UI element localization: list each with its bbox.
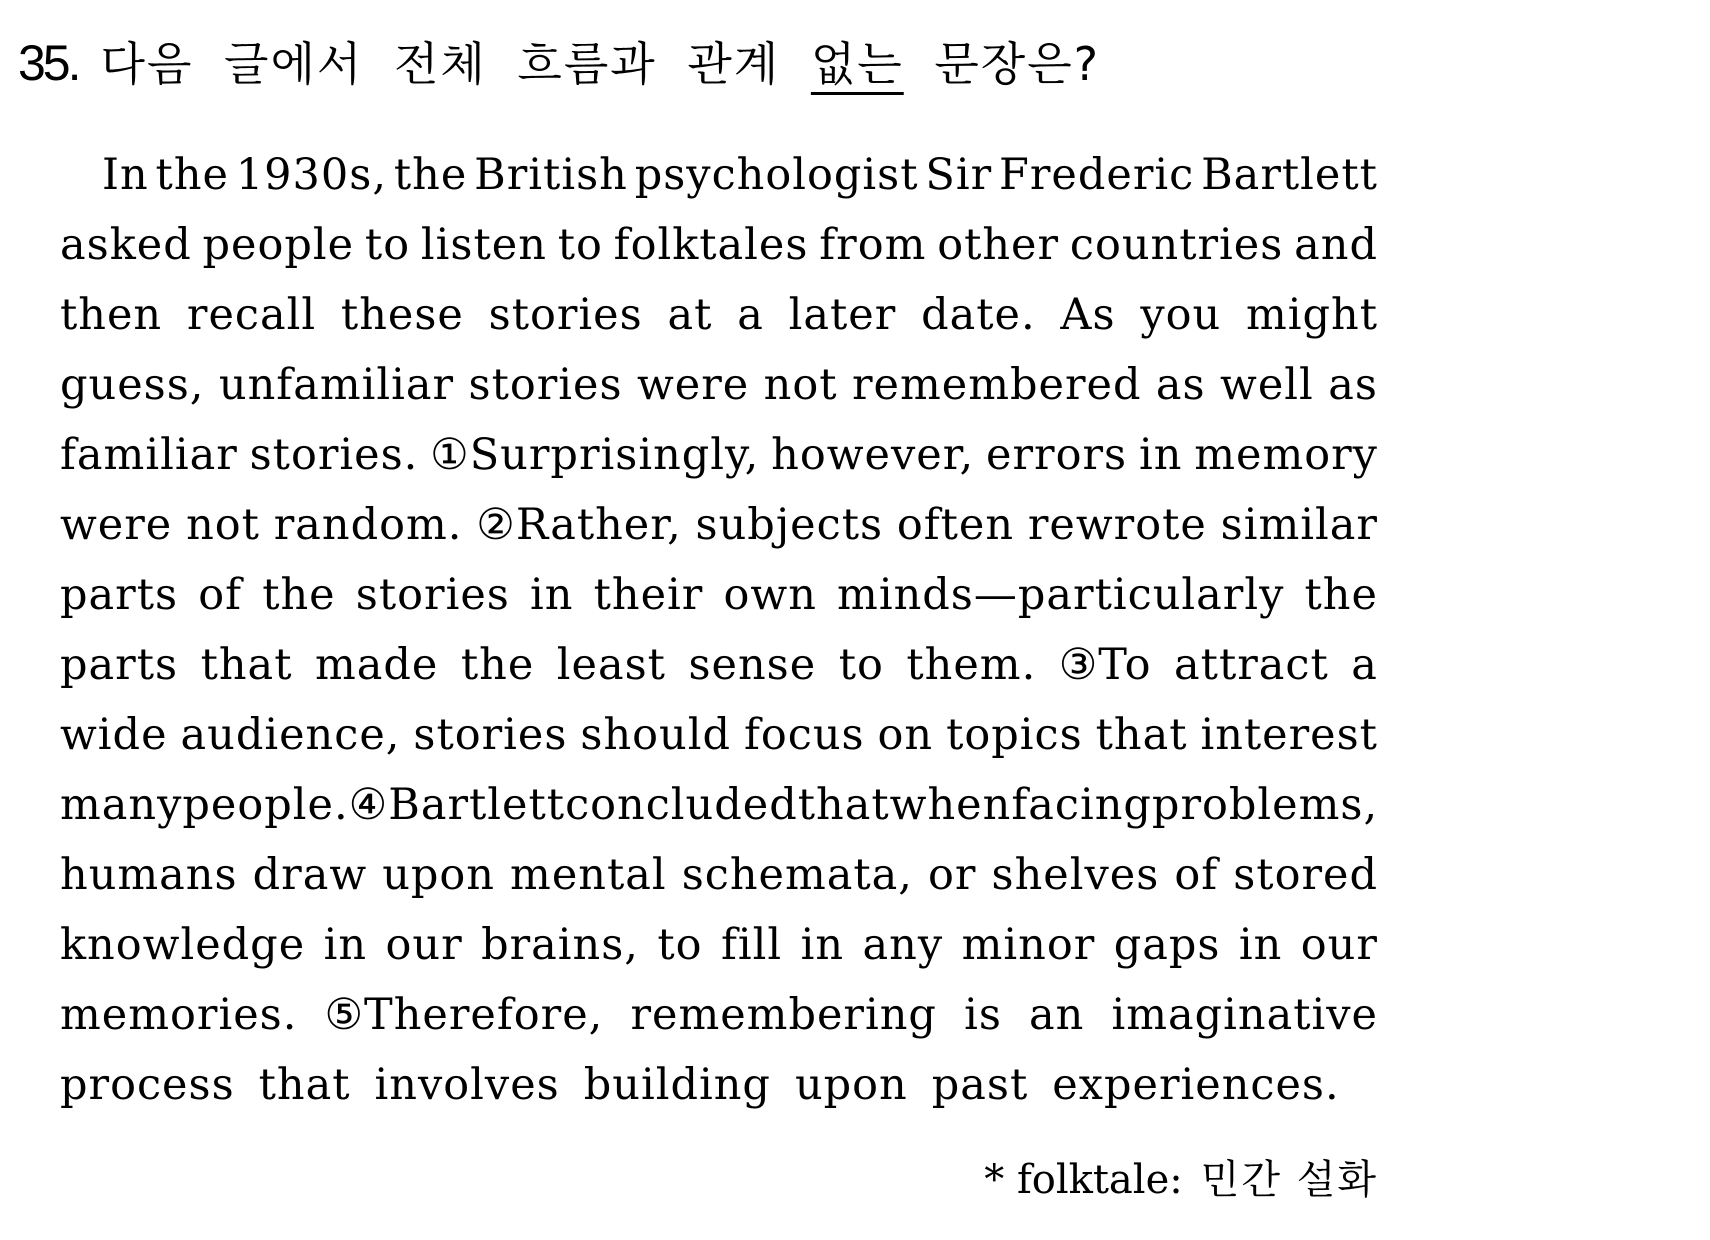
passage-word: gaps	[1113, 920, 1221, 970]
passage-line	[60, 350, 1378, 420]
passage-word: least	[556, 640, 666, 690]
passage-word: that	[258, 1060, 351, 1110]
passage-word: stories	[468, 360, 623, 410]
passage-word: facing	[1011, 780, 1152, 830]
footnote-word: folktale:	[1016, 1157, 1183, 1203]
passage-word: listen	[420, 220, 547, 270]
passage-word: stories	[355, 570, 510, 620]
passage-word: schemata,	[681, 850, 913, 900]
passage-word: on	[877, 710, 934, 760]
passage-word: own	[723, 570, 817, 620]
passage-word: asked	[60, 220, 192, 270]
passage-word: parts	[60, 570, 179, 620]
passage-word: stories	[413, 710, 568, 760]
passage-word: past	[931, 1060, 1029, 1110]
question-stem-text: 다음 글에서 전체 흐름과 관계	[100, 37, 811, 91]
passage-word: not	[763, 360, 838, 410]
passage-word: random.	[273, 500, 463, 550]
passage-word: remembered	[851, 360, 1142, 410]
passage-word: the	[393, 150, 468, 200]
passage-word: imaginative	[1111, 990, 1378, 1040]
passage-word: other	[937, 220, 1060, 270]
passage-word: made	[314, 640, 439, 690]
passage-word: psychologist	[634, 150, 919, 200]
passage-word: countries	[1069, 220, 1284, 270]
passage-word: to	[657, 920, 703, 970]
passage-word: to	[557, 220, 603, 270]
passage-line	[60, 980, 1378, 1050]
passage-word: is	[964, 990, 1002, 1040]
passage-word: knowledge	[60, 920, 306, 970]
passage-word: later	[788, 290, 897, 340]
passage-word: ①Surprisingly,	[430, 430, 760, 480]
passage-word: sense	[688, 640, 817, 690]
passage-word: to	[364, 220, 411, 270]
passage-word: rewrote	[1027, 500, 1207, 550]
passage-line	[60, 210, 1378, 280]
passage-word: humans	[60, 850, 238, 900]
passage-word: brains,	[481, 920, 639, 970]
passage-word: errors	[986, 430, 1128, 480]
passage-word: British	[474, 150, 628, 200]
passage-word: them.	[906, 640, 1037, 690]
passage-word: stored	[1233, 850, 1378, 900]
passage-word: Bartlett	[1201, 150, 1378, 200]
passage-word: as	[1328, 360, 1378, 410]
passage-word: date.	[921, 290, 1036, 340]
passage-word: that	[1095, 710, 1188, 760]
passage-word: of	[1174, 850, 1219, 900]
passage-word: that	[797, 780, 890, 830]
passage-line	[60, 560, 1378, 630]
passage-word: ⑤Therefore,	[324, 990, 604, 1040]
passage-word: the	[460, 640, 535, 690]
passage-word: problems,	[1151, 780, 1379, 830]
passage-word: not	[186, 500, 260, 550]
passage-line	[60, 490, 1378, 560]
passage-word: familiar	[60, 430, 238, 480]
passage-word: people.	[182, 780, 349, 830]
passage-word: audience,	[180, 710, 401, 760]
passage-line	[60, 700, 1378, 770]
passage-word: minor	[961, 920, 1096, 970]
passage-word: and	[1294, 220, 1378, 270]
passage-word: in	[800, 920, 845, 970]
passage-word: guess,	[60, 360, 205, 410]
passage-line	[60, 280, 1378, 350]
passage-word: in	[323, 920, 368, 970]
passage-word: our	[385, 920, 463, 970]
passage-word: the	[262, 570, 336, 620]
passage-word: minds—particularly	[837, 570, 1285, 620]
passage-word: focus	[743, 710, 865, 760]
passage-word: then	[60, 290, 163, 340]
passage-word: upon	[382, 850, 495, 900]
question-number: 35.	[18, 35, 79, 91]
passage-word: upon	[794, 1060, 908, 1110]
passage-word: folktales	[613, 220, 809, 270]
passage-word: subjects	[695, 500, 884, 550]
passage-word: people	[202, 220, 355, 270]
passage-word: topics	[946, 710, 1083, 760]
passage-word: memory	[1194, 430, 1378, 480]
passage-word: mental	[510, 850, 667, 900]
passage-word: often	[896, 500, 1015, 550]
passage-word: were	[636, 360, 750, 410]
passage-word: as	[1155, 360, 1206, 410]
passage-word: were	[60, 500, 173, 550]
question-stem-emphasis: 없는	[810, 37, 904, 91]
passage-word: concluded	[565, 780, 798, 830]
passage-word: an	[1029, 990, 1085, 1040]
passage-word: recall	[186, 290, 317, 340]
footnote	[984, 1148, 1378, 1205]
question-stem-end: 문장은?	[903, 37, 1101, 91]
passage-word: a	[737, 290, 764, 340]
passage-word: experiences.	[1052, 1060, 1340, 1110]
passage-word: wide	[60, 710, 168, 760]
passage-line	[60, 910, 1378, 980]
passage-word: our	[1300, 920, 1378, 970]
passage-word: well	[1220, 360, 1314, 410]
question-stem	[101, 28, 1101, 94]
passage-word: interest	[1200, 710, 1378, 760]
reading-passage	[60, 140, 1378, 1120]
passage-word: stories	[488, 290, 643, 340]
passage-line	[60, 630, 1378, 700]
passage-word: these	[340, 290, 464, 340]
passage-line	[60, 140, 1378, 210]
passage-word: a	[1351, 640, 1378, 690]
passage-word: similar	[1220, 500, 1378, 550]
passage-word: in	[1138, 430, 1183, 480]
passage-word: you	[1140, 290, 1222, 340]
passage-word: from	[819, 220, 927, 270]
passage-word: ②Rather,	[476, 500, 682, 550]
passage-word: in	[1238, 920, 1283, 970]
passage-word: process	[60, 1060, 235, 1110]
passage-word: In	[102, 150, 149, 200]
passage-word: of	[198, 570, 243, 620]
passage-word: at	[667, 290, 713, 340]
passage-word: ③To	[1058, 640, 1152, 690]
passage-word: memories.	[60, 990, 298, 1040]
passage-word: parts	[60, 640, 179, 690]
passage-word: their	[593, 570, 704, 620]
passage-word: when	[889, 780, 1012, 830]
passage-line	[60, 1050, 1378, 1120]
passage-word: should	[580, 710, 731, 760]
passage-word: shelves	[991, 850, 1160, 900]
passage-word: ④Bartlett	[348, 780, 566, 830]
passage-word: the	[1304, 570, 1378, 620]
passage-word: involves	[374, 1060, 560, 1110]
footnote-gloss: 민간 설화	[1200, 1157, 1378, 1203]
passage-word: any	[862, 920, 944, 970]
passage-word: many	[60, 780, 183, 830]
passage-word: might	[1245, 290, 1378, 340]
passage-line	[60, 770, 1378, 840]
passage-line	[60, 420, 1378, 490]
passage-word: however,	[771, 430, 975, 480]
passage-word: draw	[252, 850, 368, 900]
question-header	[18, 28, 1100, 108]
passage-word: As	[1060, 290, 1116, 340]
passage-word: stories.	[249, 430, 419, 480]
passage-word: remembering	[630, 990, 937, 1040]
passage-word: unfamiliar	[218, 360, 455, 410]
passage-word: fill	[721, 920, 783, 970]
passage-word: that	[200, 640, 293, 690]
passage-word: building	[583, 1060, 771, 1110]
passage-word: or	[928, 850, 977, 900]
footnote-marker: *	[984, 1157, 1005, 1203]
passage-word: attract	[1174, 640, 1329, 690]
passage-word: Frederic	[999, 150, 1195, 200]
passage-line	[60, 840, 1378, 910]
passage-word: to	[838, 640, 884, 690]
passage-word: 1930s,	[235, 150, 387, 200]
passage-word: in	[530, 570, 574, 620]
passage-word: Sir	[925, 150, 993, 200]
passage-word: the	[155, 150, 229, 200]
